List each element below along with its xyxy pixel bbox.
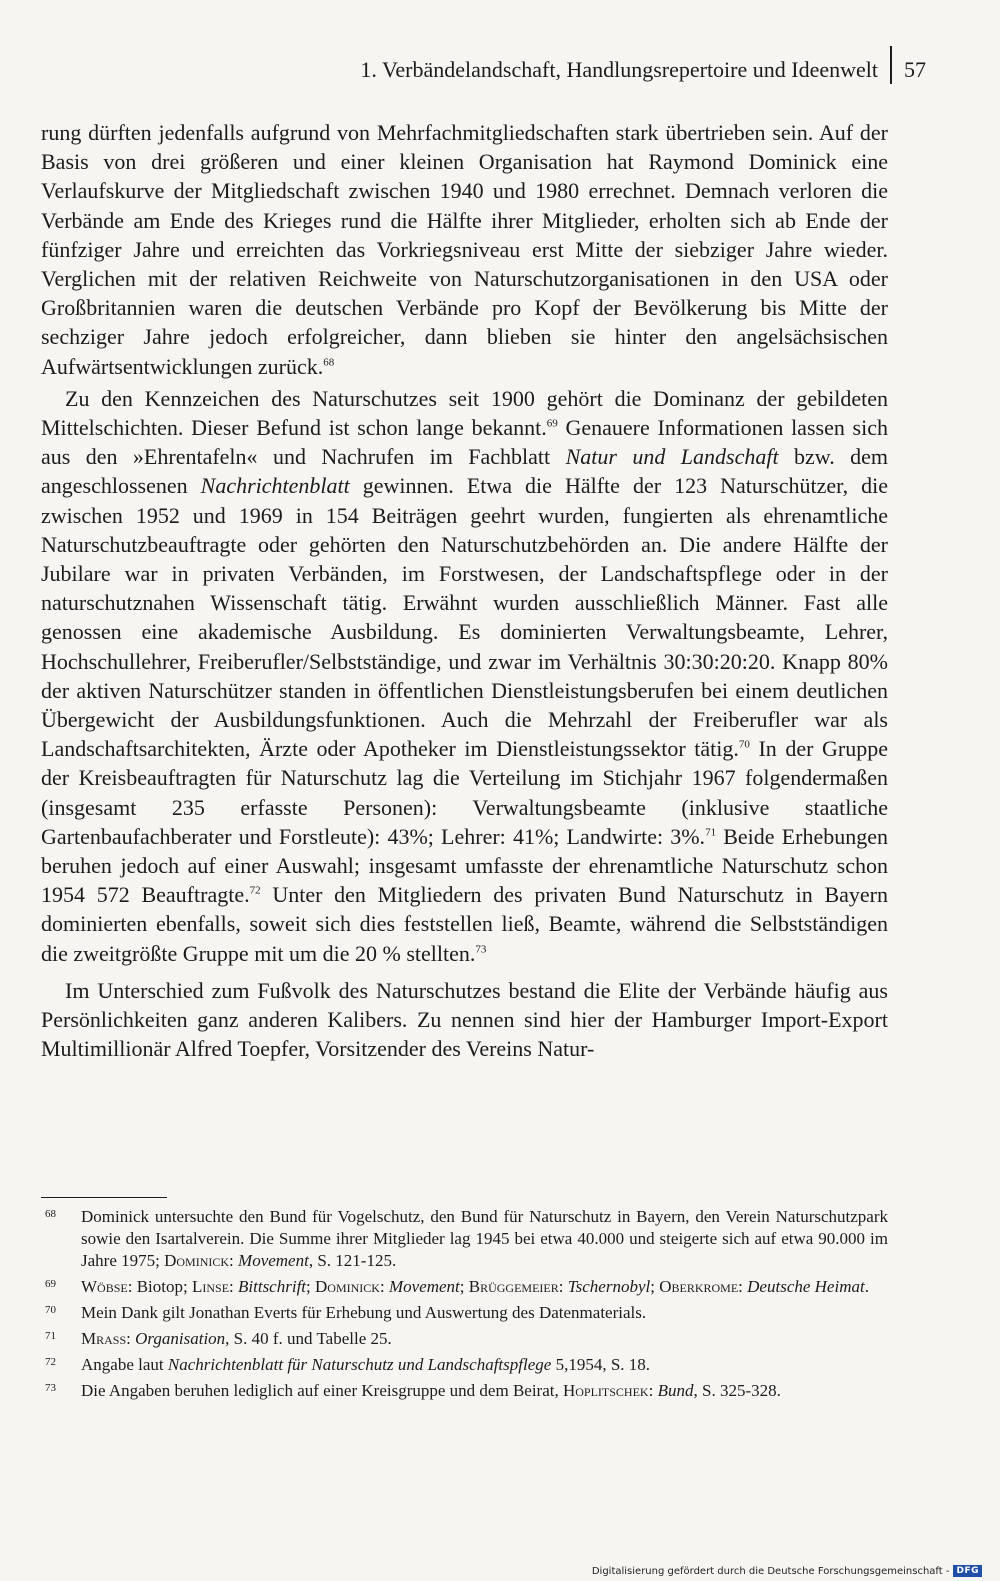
paragraph-1 xyxy=(41,118,888,381)
paragraph-2 xyxy=(41,384,888,968)
text-run: , S. 121-125. xyxy=(308,1251,397,1270)
text-run: Angabe laut xyxy=(81,1355,168,1374)
work-title: Movement xyxy=(388,1277,460,1296)
footnote-separator xyxy=(41,1197,167,1198)
text-run: Dominick untersuchte den Bund für Vogelschutz, den Bund für Naturschutz in Bayern, den Verein Naturschutzpark sowie den Isartalverein. Die Summe ihrer Mitglieder lag 1945 bei etwa 40.000 und steigerte sich auf etwa 90.000 im Jahre 1975; xyxy=(81,1207,888,1270)
author-name: Hoplitschek xyxy=(562,1381,649,1400)
footnote-text xyxy=(81,1276,888,1298)
footnote-ref[interactable]: 72 xyxy=(249,884,261,897)
body-text xyxy=(41,118,888,1064)
author-name: Dominick xyxy=(164,1251,230,1270)
text-run: Die Angaben beruhen lediglich auf einer Kreisgruppe und dem Beirat, xyxy=(81,1381,563,1400)
text-run: . xyxy=(864,1277,869,1296)
footnote-number: 72 xyxy=(45,1356,56,1368)
author-name: Wöbse xyxy=(81,1277,128,1296)
text-run: : xyxy=(126,1329,136,1348)
text-run: Genauere Informationen lassen sich aus den »Ehrentafeln« und Nachrufen im Fachblatt xyxy=(41,415,888,470)
footnote-68 xyxy=(41,1206,888,1272)
author-name: Oberkrome xyxy=(659,1277,739,1296)
author-name: Linse xyxy=(191,1277,230,1296)
footnote-71 xyxy=(41,1328,888,1350)
footnote-text xyxy=(81,1206,888,1272)
work-title: Organisation xyxy=(135,1329,226,1348)
footnote-text xyxy=(81,1328,888,1350)
text-run: : xyxy=(229,1277,239,1296)
work-title: Movement xyxy=(238,1251,309,1270)
footnote-number: 73 xyxy=(45,1382,56,1394)
footnote-number: 71 xyxy=(45,1330,56,1342)
work-title: Bund xyxy=(657,1381,694,1400)
work-title: Tschernobyl xyxy=(567,1277,651,1296)
author-name: Brüggemeier xyxy=(468,1277,559,1296)
text-run: ; xyxy=(459,1277,469,1296)
paragraph-3 xyxy=(41,976,888,1064)
footnote-text: Mein Dank gilt Jonathan Everts für Erhebung und Auswertung des Datenmaterials. xyxy=(81,1303,647,1322)
text-run: ; xyxy=(650,1277,660,1296)
text-run: rung dürften jedenfalls aufgrund von Mehrfachmitgliedschaften stark übertrieben sein. Auf der Basis von drei größeren und einer kleinen Organisation hat Raymond Dominick eine Verlaufskurve der Mitgliedschaft zwischen 1940 und 1980 errechnet. Demnach verloren die Verbände am Ende des Krieges rund die Hälfte ihrer Mitglieder, erholten sich ab Ende der fünfziger Jahre und erreichten das Vorkriegsniveau erst Mitte der siebziger Jahre wieder. Verglichen mit der relativen Reichweite von Naturschutzorganisationen in den USA oder Großbritannien waren die deutschen Verbände pro Kopf der Bevölkerung bis Mitte der sechziger Jahre jedoch erfolgreicher, dann blieben sie hinter den angelsächsischen Aufwärtsentwicklungen zurück. xyxy=(41,120,888,379)
text-run: : xyxy=(738,1277,748,1296)
footnote-70 xyxy=(41,1302,888,1324)
footnote-number: 68 xyxy=(45,1208,56,1220)
work-title: Bittschrift xyxy=(238,1277,307,1296)
text-run: bzw. dem angeschlossenen xyxy=(41,444,889,499)
footnote-73 xyxy=(41,1380,888,1402)
text-run: In der Gruppe der Kreisbeauftragten für Naturschutz lag die Verteilung im Stichjahr 1967 folgendermaßen (insgesamt 235 erfasste Personen): Verwaltungsbeamte (inklusive staatliche Gartenbaufachberater und Forstleute): 43%; Lehrer: 41%; Landwirte: 3%. xyxy=(41,736,888,849)
text-run: , S. 40 f. und Tabelle 25. xyxy=(225,1329,392,1348)
credit-text: Digitalisierung gefördert durch die Deutsche Forschungsgemeinschaft - xyxy=(591,1565,950,1577)
dfg-logo: DFG xyxy=(953,1565,982,1577)
footnote-ref[interactable]: 68 xyxy=(323,356,335,369)
text-run: : xyxy=(558,1277,568,1296)
text-run: Im Unterschied zum Fußvolk des Naturschutzes bestand die Elite der Verbände häufig aus Persönlichkeiten ganz anderen Kalibers. Zu nennen sind hier der Hamburger Import-Export Multimillionär Alfred Toepfer, Vorsitzender des Vereins Natur- xyxy=(41,977,888,1062)
running-head xyxy=(360,56,926,84)
journal-title: Nachrichtenblatt xyxy=(200,473,350,499)
footnote-72 xyxy=(41,1354,888,1376)
text-run: gewinnen. Etwa die Hälfte der 123 Naturschützer, die zwischen 1952 und 1969 in 154 Beiträgen geehrt wurden, fungierten als ehrenamtliche Naturschutzbeauftragte oder gehörten den Naturschutzbehörden an. Die andere Hälfte der Jubilare war in privaten Verbänden, im Forstwesen, der Landschaftspflege oder in der naturschutznahen Wissenschaft tätig. Erwähnt wurden ausschließlich Männer. Fast alle genossen eine akademische Ausbildung. Es dominierten Verwaltungsbeamte, Lehrer, Hochschullehrer, Freiberufler/Selbstständige, und zwar im Verhältnis 30:30:20:20. Knapp 80% der aktiven Naturschützer standen in öffentlichen Dienstleistungsberufen bei einem deutlichen Übergewicht der Ausbildungsfunktionen. Auch die Mehrzahl der Freiberufler war als Landschaftsarchitekten, Ärzte oder Apotheker im Dienstleistungssektor tätig. xyxy=(41,473,888,762)
text-run: : Biotop; xyxy=(127,1277,192,1296)
text-run: Beide Erhebungen beruhen jedoch auf einer Auswahl; insgesamt umfasste der ehrenamtliche Naturschutz schon 1954 572 Beauftragte. xyxy=(41,823,888,908)
digitization-credit xyxy=(592,1565,982,1577)
text-run: 5,1954, S. 18. xyxy=(551,1355,651,1374)
chapter-title: 1. Verbändelandschaft, Handlungsrepertoire und Ideenwelt xyxy=(360,57,878,82)
footnote-ref[interactable]: 71 xyxy=(705,826,717,839)
footnotes xyxy=(41,1206,888,1406)
author-name: Dominick xyxy=(315,1277,380,1296)
text-run: , S. 325-328. xyxy=(693,1381,781,1400)
work-title: Nachrichtenblatt für Naturschutz und Landschaftspflege xyxy=(167,1355,552,1374)
text-run: : xyxy=(379,1277,389,1296)
text-run: ; xyxy=(306,1277,315,1296)
footnote-number: 69 xyxy=(45,1278,56,1290)
footnote-number: 70 xyxy=(45,1304,56,1316)
journal-title: Natur und Landschaft xyxy=(565,444,779,470)
text-run: Unter den Mitgliedern des privaten Bund Naturschutz in Bayern dominierten ebenfalls, soweit sich dies feststellen ließ, Beamte, während die Selbstständigen die zweitgrößte Gruppe mit um die 20 % stellten. xyxy=(41,882,888,966)
author-name: Mrass xyxy=(81,1329,127,1348)
footnote-text xyxy=(81,1380,888,1402)
text-run: Zu den Kennzeichen des Naturschutzes seit 1900 gehört die Dominanz der gebildeten Mittelschichten. Dieser Befund ist schon lange bekannt. xyxy=(41,385,888,441)
work-title: Deutsche Heimat xyxy=(747,1277,865,1296)
footnote-69 xyxy=(41,1276,888,1298)
footnote-text xyxy=(81,1354,888,1376)
footnote-ref[interactable]: 70 xyxy=(738,738,750,751)
page-number: 57 xyxy=(904,57,926,82)
footnote-ref[interactable]: 73 xyxy=(475,943,487,956)
text-run: : xyxy=(648,1381,658,1400)
footnote-ref[interactable]: 69 xyxy=(546,417,558,430)
text-run: : xyxy=(229,1251,239,1270)
